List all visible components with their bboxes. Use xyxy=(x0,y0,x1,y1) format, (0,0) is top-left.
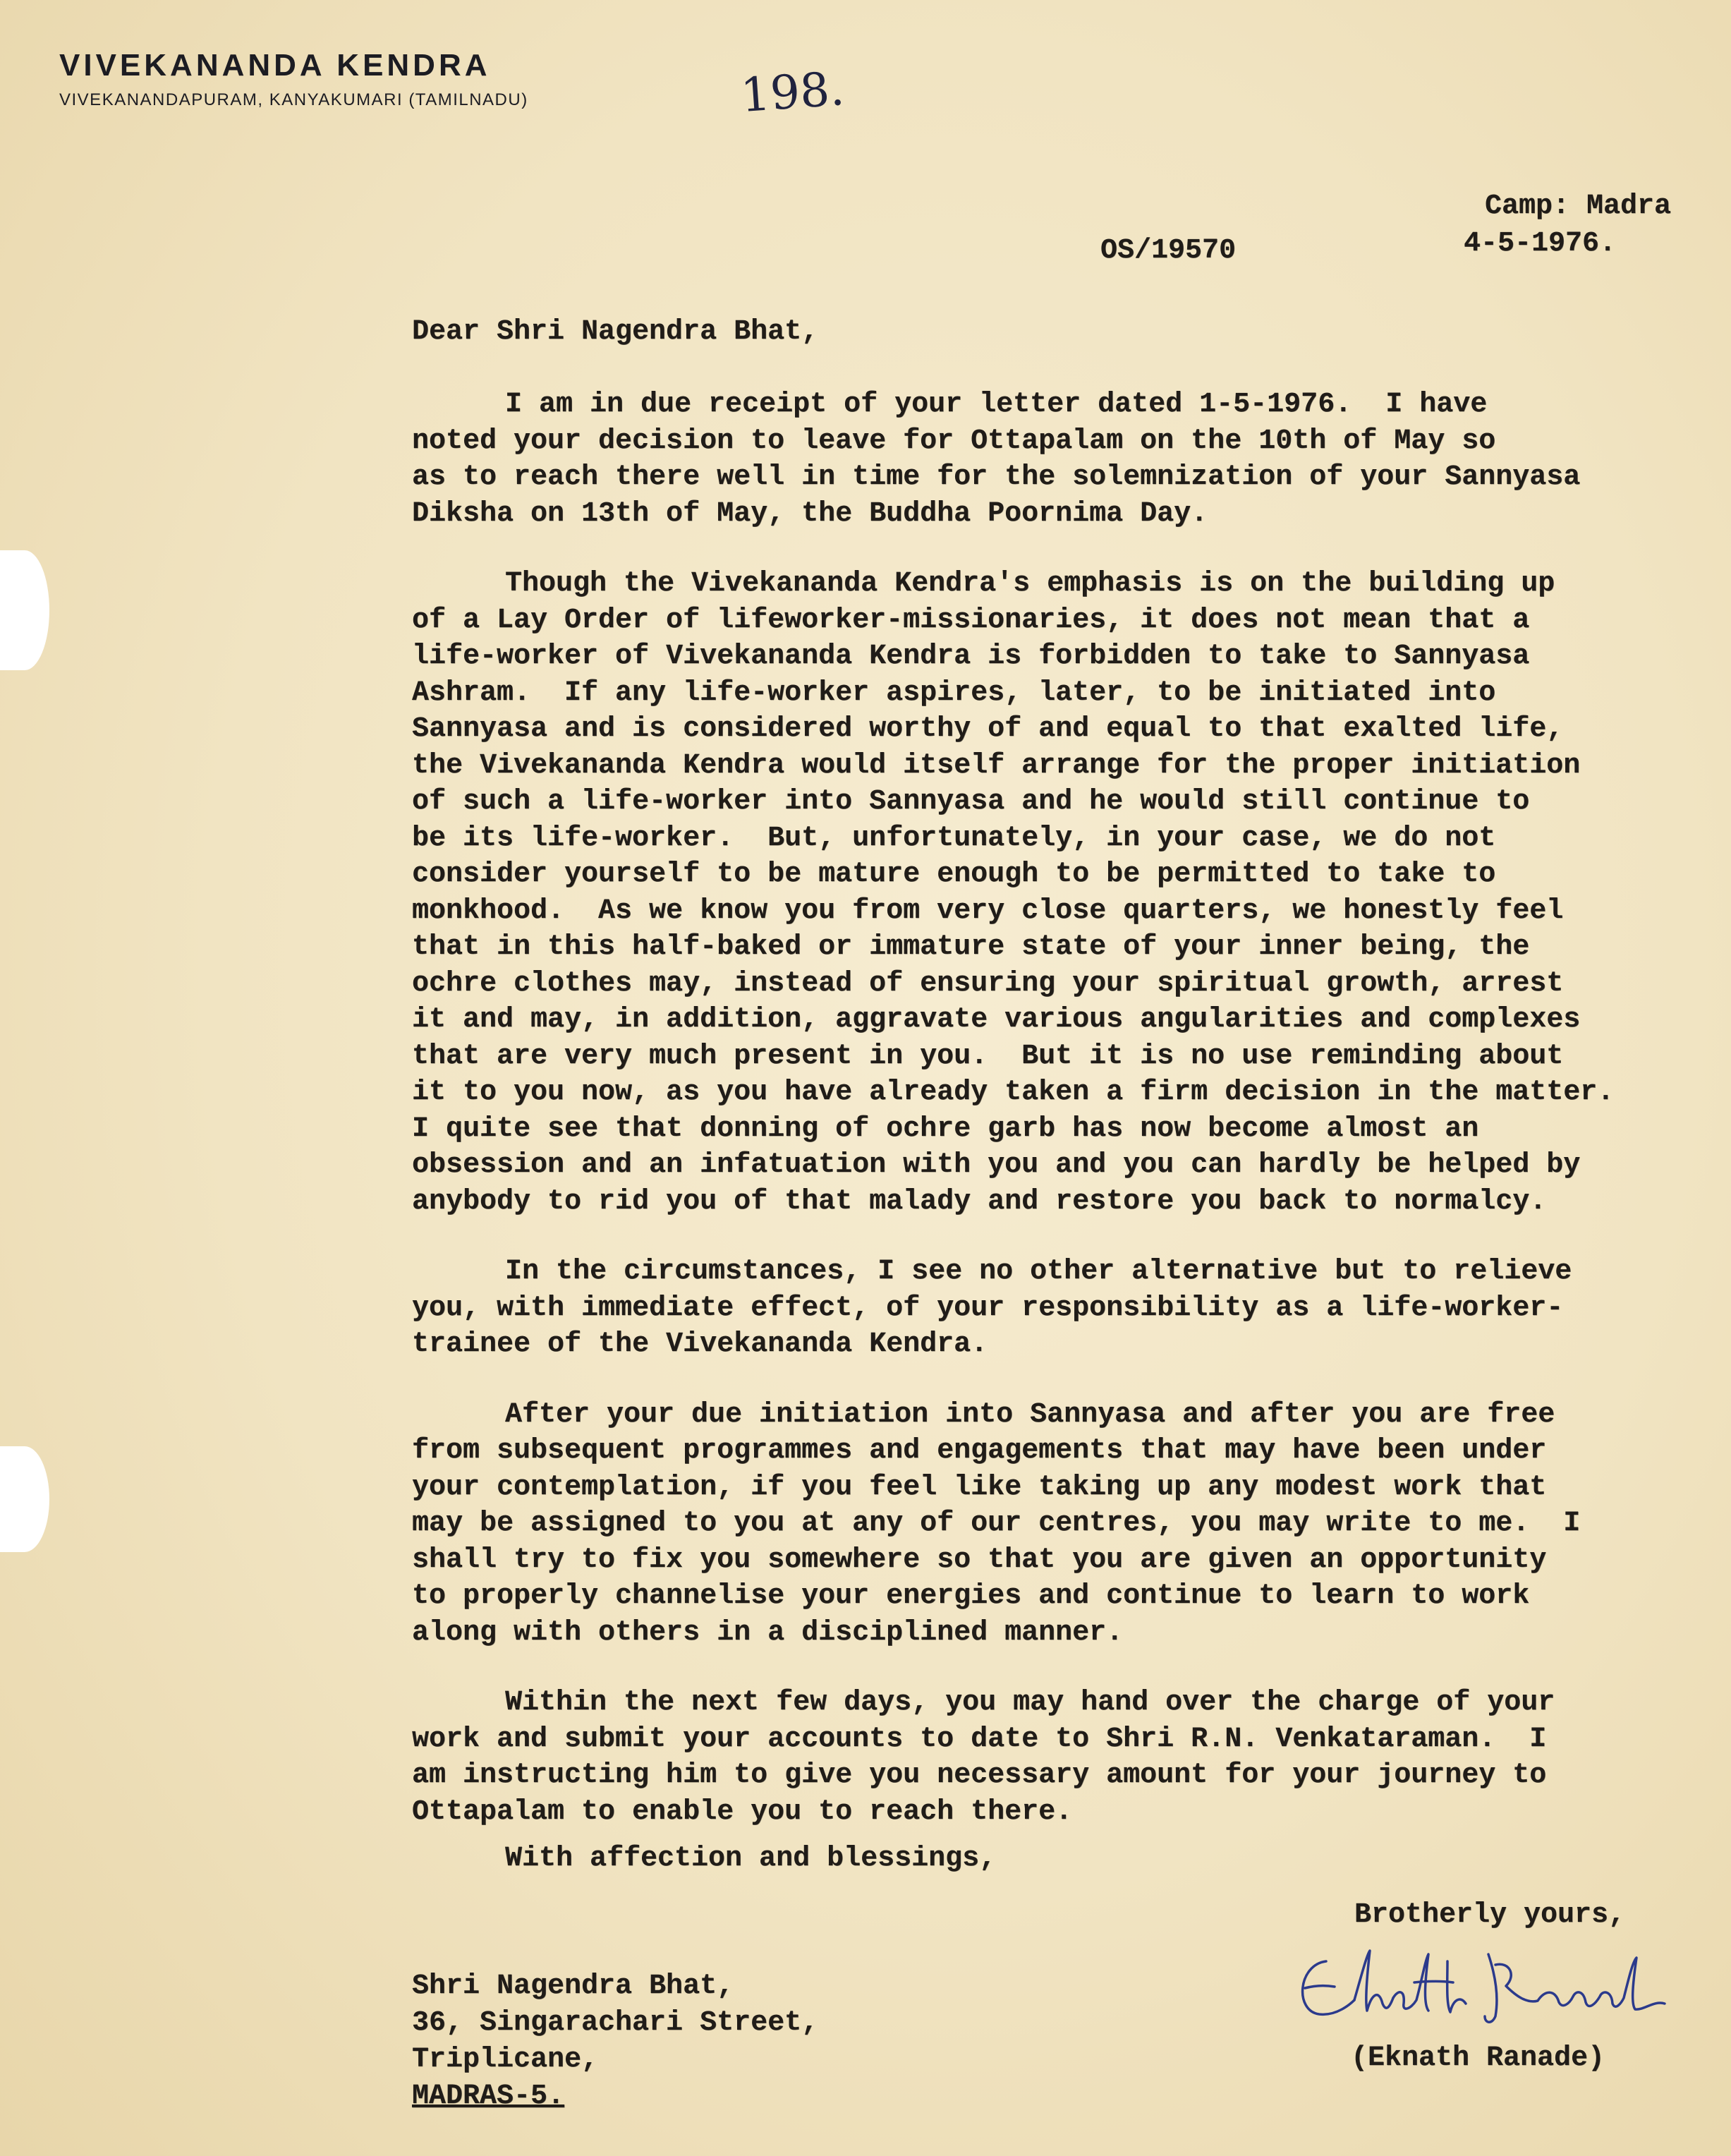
letter-paragraph xyxy=(412,1254,1614,1363)
recipient-line: Shri Nagendra Bhat, xyxy=(412,1970,734,2002)
body-line: Sannyasa and is considered worthy of and equal to that exalted life, xyxy=(412,713,1564,745)
body-line: Diksha on 13th of May, the Buddha Poornima Day. xyxy=(412,497,1208,530)
body-line: it to you now, as you have already taken a firm decision in the matter. xyxy=(412,1077,1615,1108)
letter-date: 4-5-1976. xyxy=(1464,228,1617,260)
body-line: consider yourself to be mature enough to be permitted to take to xyxy=(412,859,1496,890)
body-line: that are very much present in you. But it is no use reminding about xyxy=(412,1040,1564,1072)
body-line: anybody to rid you of that malady and restore you back to normalcy. xyxy=(412,1185,1547,1218)
letterhead-address: VIVEKANANDAPURAM, KANYAKUMARI (TAMILNADU) xyxy=(59,90,528,109)
body-line: you, with immediate effect, of your responsibility as a life-worker- xyxy=(412,1292,1564,1324)
torn-edge xyxy=(0,550,49,670)
camp-location: Camp: Madra xyxy=(1485,190,1672,222)
reference-number: OS/19570 xyxy=(1100,235,1237,267)
body-line: your contemplation, if you feel like taking up any modest work that xyxy=(412,1471,1547,1503)
body-line: may be assigned to you at any of our centres, you may write to me. I xyxy=(412,1508,1581,1539)
body-line: am instructing him to give you necessary amount for your journey to xyxy=(412,1760,1547,1791)
body-line: I am in due receipt of your letter dated 1-5-1976. I have xyxy=(505,389,1488,420)
letter-paragraph xyxy=(412,1685,1614,1830)
body-line: obsession and an infatuation with you and you can hardly be helped by xyxy=(412,1149,1581,1181)
recipient-line: 36, Singarachari Street, xyxy=(412,2007,819,2039)
salutation: Dear Shri Nagendra Bhat, xyxy=(412,316,819,348)
signatory-name: (Eknath Ranade) xyxy=(1351,2042,1605,2074)
letter-paragraph xyxy=(412,387,1614,532)
torn-edge xyxy=(0,1446,49,1552)
body-line: shall try to fix you somewhere so that you are given an opportunity xyxy=(412,1544,1547,1576)
body-line: noted your decision to leave for Ottapalam on the 10th of May so xyxy=(412,425,1496,457)
letter-body xyxy=(412,387,1614,1864)
handwritten-number: 198. xyxy=(739,61,846,123)
body-line: After your due initiation into Sannyasa and after you are free xyxy=(505,1398,1555,1431)
body-line: Ottapalam to enable you to reach there. xyxy=(412,1795,1073,1828)
body-line: it and may, in addition, aggravate various angularities and complexes xyxy=(412,1004,1581,1036)
body-line: life-worker of Vivekananda Kendra is forbidden to take to Sannyasa xyxy=(412,641,1530,672)
recipient-address xyxy=(412,1968,818,2115)
body-line: In the circumstances, I see no other alternative but to relieve xyxy=(505,1256,1572,1288)
body-line: of a Lay Order of lifeworker-missionaries, it does not mean that a xyxy=(412,604,1530,636)
letter-paragraph xyxy=(412,1397,1614,1652)
body-line: from subsequent programmes and engagements that may have been under xyxy=(412,1435,1547,1467)
closing-line: With affection and blessings, xyxy=(505,1843,997,1875)
body-line: ochre clothes may, instead of ensuring your spiritual growth, arrest xyxy=(412,967,1564,1000)
handwritten-signature xyxy=(1284,1933,1679,2039)
body-line: as to reach there well in time for the solemnization of your Sannyasa xyxy=(412,461,1581,493)
body-line: Within the next few days, you may hand over the charge of your xyxy=(505,1687,1555,1719)
recipient-line: Triplicane, xyxy=(412,2044,599,2076)
body-line: monkhood. As we know you from very close quarters, we honestly feel xyxy=(412,895,1564,927)
body-line: the Vivekananda Kendra would itself arrange for the proper initiation xyxy=(412,749,1581,782)
body-line: Ashram. If any life-worker aspires, later, to be initiated into xyxy=(412,677,1496,709)
body-line: work and submit your accounts to date to Shri R.N. Venkataraman. I xyxy=(412,1723,1547,1755)
letterhead-organization: VIVEKANANDA KENDRA xyxy=(59,48,491,83)
recipient-line: MADRAS-5. xyxy=(412,2081,565,2112)
letter-paragraph xyxy=(412,566,1614,1220)
body-line: to properly channelise your energies and continue to learn to work xyxy=(412,1580,1530,1612)
valediction: Brotherly yours, xyxy=(1354,1899,1626,1931)
body-line: Though the Vivekananda Kendra's emphasis is on the building up xyxy=(505,568,1555,600)
body-line: be its life-worker. But, unfortunately, in your case, we do not xyxy=(412,822,1496,854)
body-line: I quite see that donning of ochre garb has now become almost an xyxy=(412,1113,1479,1145)
body-line: along with others in a disciplined manner. xyxy=(412,1616,1124,1649)
body-line: of such a life-worker into Sannyasa and he would still continue to xyxy=(412,786,1530,818)
body-line: trainee of the Vivekananda Kendra. xyxy=(412,1328,988,1360)
body-line: that in this half-baked or immature state of your inner being, the xyxy=(412,931,1530,963)
